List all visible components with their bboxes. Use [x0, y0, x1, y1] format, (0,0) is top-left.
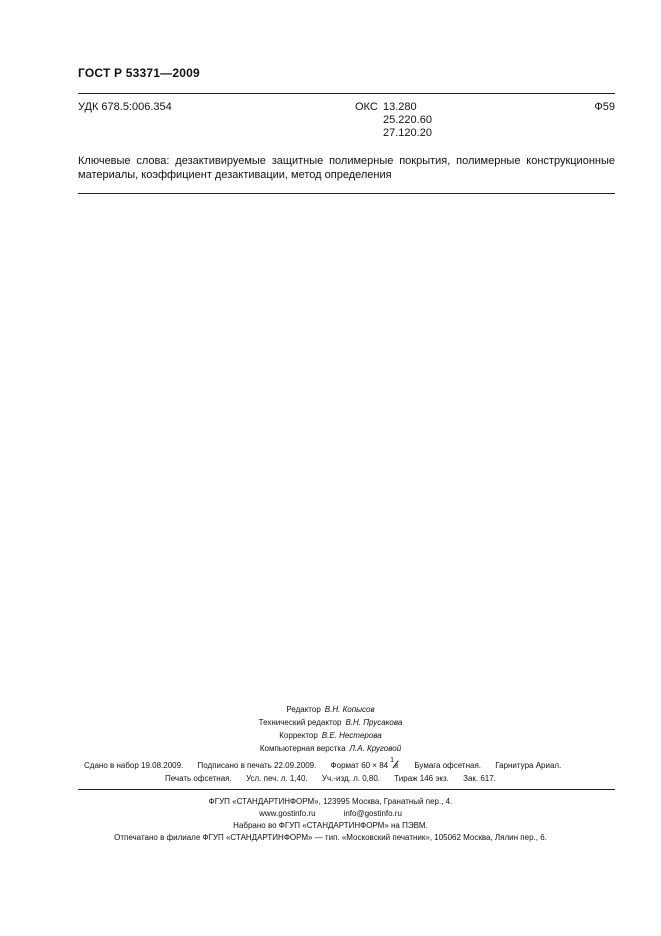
- format-fraction: 1 8: [390, 757, 399, 770]
- typeset-note: Набрано во ФГУП «СТАНДАРТИНФОРМ» на ПЭВМ.: [233, 821, 428, 830]
- typeset-date: Сдано в набор 19.08.2009.: [84, 761, 184, 770]
- website-link[interactable]: www.gostinfo.ru: [259, 809, 316, 818]
- keywords-divider: [78, 193, 615, 194]
- udk-code: УДК 678.5:006.354: [78, 101, 172, 113]
- oks-code: 13.280: [383, 101, 417, 113]
- print-details-row-1: [84, 757, 573, 770]
- document-code: ГОСТ Р 53371—2009: [78, 66, 200, 80]
- order-number: Зак. 617.: [463, 774, 496, 783]
- print-divider: [78, 789, 615, 790]
- credit-person: Л.А. Круговой: [349, 744, 402, 753]
- class-code: Ф59: [594, 101, 615, 113]
- publisher-sheets: Уч.-изд. л. 0,80.: [321, 774, 381, 783]
- credit-person: В.Е. Нестерова: [321, 731, 382, 740]
- paper-format: Формат 60 × 84 1 8: [330, 757, 399, 770]
- publisher-block: [0, 796, 661, 844]
- credit-layout: [0, 742, 661, 755]
- credit-corrector: [0, 729, 661, 742]
- credit-editor: [0, 703, 661, 716]
- credit-role: Корректор: [279, 731, 318, 740]
- oks-codes: [383, 101, 432, 140]
- publisher-address: ФГУП «СТАНДАРТИНФОРМ», 123995 Москва, Гранатный пер., 4.: [208, 797, 453, 806]
- circulation: Тираж 146 экз.: [394, 774, 449, 783]
- print-method: Печать офсетная.: [165, 774, 232, 783]
- signed-date: Подписано в печать 22.09.2009.: [197, 761, 317, 770]
- publisher-contacts: [0, 808, 661, 820]
- credit-role: Редактор: [286, 705, 321, 714]
- oks-code: 25.220.60: [383, 114, 432, 126]
- typeface: Гарнитура Ариал.: [495, 761, 562, 770]
- keywords: Ключевые слова: дезактивируемые защитные полимерные покрытия, полимерные конструкционные материалы, коэффициент дезактивации, метод определения: [78, 155, 615, 181]
- credit-person: В.Н. Копысов: [324, 705, 375, 714]
- print-details-row-2: [165, 774, 508, 783]
- credit-tech-editor: [0, 716, 661, 729]
- oks-label: ОКС: [355, 101, 378, 113]
- print-sheets: Усл. печ. л. 1,40.: [245, 774, 308, 783]
- credit-person: В.Н. Прусакова: [345, 718, 403, 727]
- credits-block: [0, 703, 661, 755]
- printed-by: Отпечатано в филиале ФГУП «СТАНДАРТИНФОРМ» — тип. «Московский печатник», 105062 Москва, Лялин пер., 6.: [114, 833, 547, 842]
- top-divider: [78, 93, 615, 94]
- oks-code: 27.120.20: [383, 127, 432, 139]
- credit-role: Компьютерная верстка: [259, 744, 346, 753]
- email-link[interactable]: info@gostinfo.ru: [343, 809, 402, 818]
- paper-type: Бумага офсетная.: [414, 761, 481, 770]
- credit-role: Технический редактор: [258, 718, 342, 727]
